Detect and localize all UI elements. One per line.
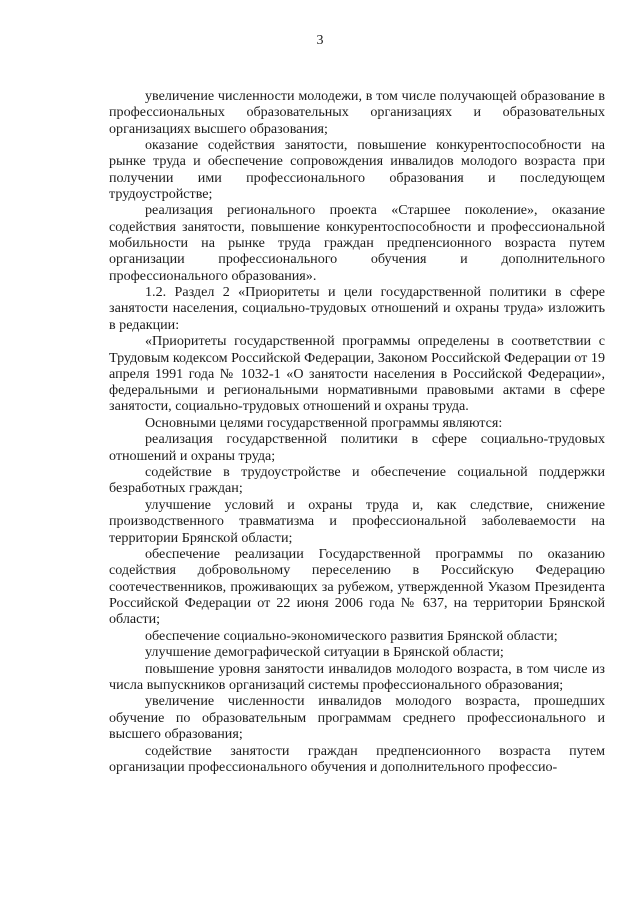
- paragraph-goal-disabled-employment: повышение уровня занятости инвалидов молодого возраста, в том числе из числа выпускников организаций системы профессионального образования;: [109, 660, 605, 693]
- paragraph-disabled-youth-support: оказание содействия занятости, повышение конкурентоспособности на рынке труда и обеспечение сопровождения инвалидов молодого возраста при получении ими профессионального образования и последующем трудоустройстве;: [109, 137, 605, 202]
- paragraph-section-2-amendment: 1.2. Раздел 2 «Приоритеты и цели государственной политики в сфере занятости населения, социально-трудовых отношений и охраны труда» изложить в редакции:: [109, 284, 605, 333]
- paragraph-youth-education: увеличение численности молодежи, в том числе получающей образование в профессиональных образовательных организациях и образовательных организациях высшего образования;: [109, 88, 605, 137]
- paragraph-goal-disabled-education: увеличение численности инвалидов молодого возраста, прошедших обучение по образовательным программам среднего профессионального и высшего образования;: [109, 693, 605, 743]
- paragraph-goal-socioeconomic-development: обеспечение социально-экономического развития Брянской области;: [145, 627, 558, 644]
- document-body: [109, 88, 605, 775]
- paragraph-goal-demographics: улучшение демографической ситуации в Брянской области;: [145, 644, 504, 661]
- page-number: 3: [316, 33, 324, 48]
- paragraph-goal-preretirement-employment: содействие занятости граждан предпенсионного возраста путем организации профессионального обучения и дополнительного профессио-: [109, 742, 605, 775]
- paragraph-goal-resettlement-program: обеспечение реализации Государственной программы по оказанию содействия добровольному переселению в Российскую Федерацию соотечественников, проживающих за рубежом, утвержденной Указом Президента Российской Федерации от 22 июня 2006 года № 637, на территории Брянской области;: [109, 546, 605, 628]
- paragraph-older-generation-project: реализация регионального проекта «Старшее поколение», оказание содействия занятости, повышение конкурентоспособности и профессиональной мобильности на рынке труда граждан предпенсионного возраста путем организации профессионального обучения и дополнительного профессионального образования».: [109, 202, 605, 284]
- paragraph-goal-labor-safety: улучшение условий и охраны труда и, как следствие, снижение производственного травматизма и профессиональной заболеваемости на территории Брянской области;: [109, 496, 605, 546]
- paragraph-program-priorities: «Приоритеты государственной программы определены в соответствии с Трудовым кодексом Российской Федерации, Законом Российской Федерации от 19 апреля 1991 года № 1032-1 «О занятости населения в Российской Федерации», федеральными и региональными нормативными правовыми актами в сфере занятости, социально-трудовых отношений и охраны труда.: [109, 333, 605, 415]
- paragraph-goal-labor-policy: реализация государственной политики в сфере социально-трудовых отношений и охраны труда;: [109, 431, 605, 464]
- paragraph-goal-employment-assistance: содействие в трудоустройстве и обеспечение социальной поддержки безработных граждан;: [109, 464, 605, 497]
- paragraph-main-goals-intro: Основными целями государственной программы являются:: [145, 414, 503, 431]
